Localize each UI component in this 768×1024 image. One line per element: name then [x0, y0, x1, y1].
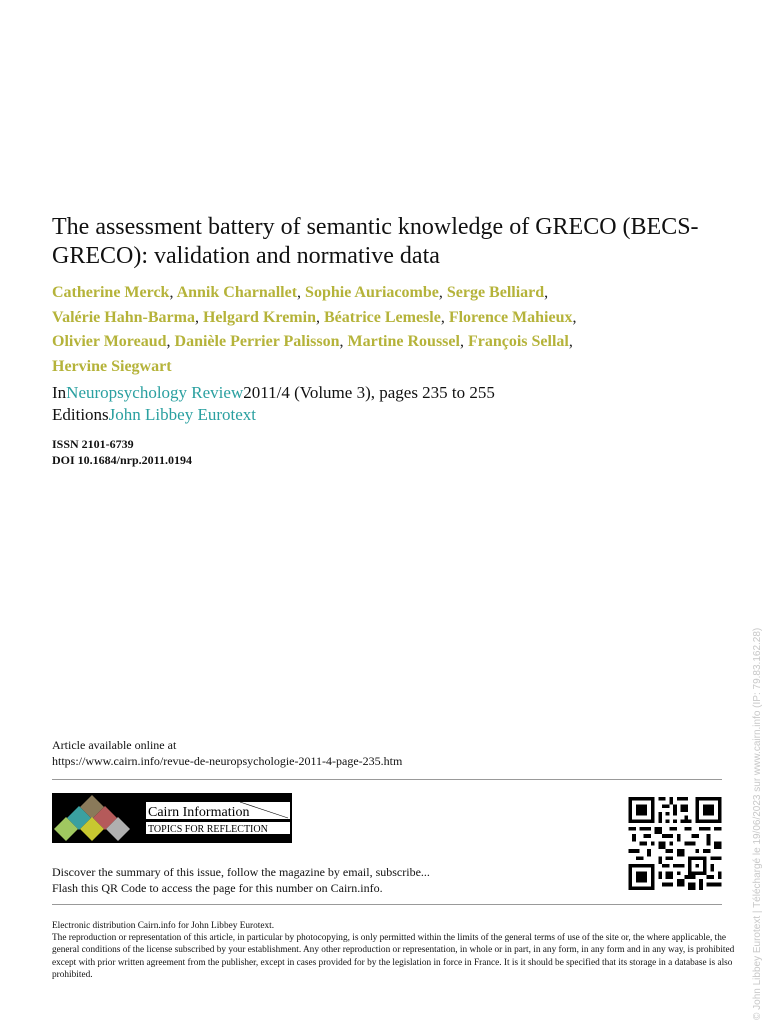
- author-link[interactable]: Serge Belliard: [446, 284, 545, 301]
- download-watermark: © John Libbey Eurotext | Téléchargé le 19/06/2023 sur www.cairn.info (IP: 79.83.162.28): [752, 627, 763, 1020]
- qr-finder-tl: [629, 797, 655, 823]
- author-separator: ,: [315, 308, 320, 326]
- divider-top: [52, 779, 722, 780]
- identifiers: [52, 437, 192, 468]
- source-info: [52, 382, 732, 426]
- editions-label: Editions: [52, 405, 109, 424]
- distribution-notice: Electronic distribution Cairn.info for John Libbey Eurotext.: [52, 921, 275, 931]
- author-separator: ,: [459, 333, 464, 350]
- author-separator: ,: [544, 284, 549, 301]
- qr-finder-tr: [695, 797, 721, 823]
- divider-bottom: [52, 904, 722, 905]
- article-title: The assessment battery of semantic knowledge of GRECO (BECS-GRECO): validation and normative data: [52, 214, 699, 269]
- author-separator: ,: [339, 333, 344, 350]
- author-separator: ,: [568, 333, 573, 350]
- doi: DOI 10.1684/nrp.2011.0194: [52, 452, 193, 467]
- author-link[interactable]: Béatrice Lemesle: [323, 308, 441, 326]
- author-link[interactable]: Catherine Merck: [52, 284, 170, 301]
- in-label: In: [52, 383, 67, 402]
- discover-line: Discover the summary of this issue, follow the magazine by email, subscribe...: [52, 865, 430, 879]
- qr-code[interactable]: [627, 797, 723, 890]
- publisher-line: [52, 404, 732, 426]
- author-link[interactable]: François Sellal: [467, 333, 569, 350]
- author-link[interactable]: Sophie Auriacombe: [305, 284, 439, 301]
- author-link[interactable]: Hervine Siegwart: [52, 357, 172, 375]
- issue-details: 2011/4 (Volume 3), pages 235 to 255: [243, 383, 495, 402]
- qr-finder-bl: [629, 864, 655, 890]
- author-link[interactable]: Annik Charnallet: [176, 284, 298, 301]
- publisher-link[interactable]: John Libbey Eurotext: [108, 405, 256, 424]
- author-link[interactable]: Helgard Kremin: [202, 308, 316, 326]
- author-separator: ,: [438, 284, 443, 301]
- legal-notice: [52, 920, 752, 981]
- logo-header-text: Cairn Information: [148, 805, 250, 820]
- author-list: [52, 281, 692, 379]
- journal-line: [52, 382, 732, 404]
- online-availability: [52, 738, 402, 769]
- online-label: Article available online at: [52, 738, 177, 752]
- cairn-logo[interactable]: [52, 793, 292, 843]
- author-separator: ,: [194, 308, 199, 326]
- journal-link[interactable]: Neuropsychology Review: [66, 383, 244, 402]
- author-link[interactable]: Martine Roussel: [347, 333, 460, 350]
- author-separator: ,: [440, 308, 445, 326]
- issn: ISSN 2101-6739: [52, 437, 134, 451]
- discover-block: [52, 864, 430, 896]
- logo-tagline: TOPICS FOR REFLECTION: [148, 824, 268, 835]
- qr-instructions: Flash this QR Code to access the page for this number on Cairn.info.: [52, 881, 383, 895]
- author-separator: ,: [572, 308, 577, 326]
- author-link[interactable]: Danièle Perrier Palisson: [174, 333, 340, 350]
- author-separator: ,: [297, 284, 302, 301]
- author-separator: ,: [169, 284, 174, 301]
- author-link[interactable]: Valérie Hahn-Barma: [52, 308, 195, 326]
- author-link[interactable]: Florence Mahieux: [448, 308, 573, 326]
- copyright-notice: The reproduction or representation of this article, in particular by photocopying, is only permitted within the limits of the general terms of use of the site or, the where applicable, the general conditions of the license subscribed by your establishment. Any other reproduction or representation, in whole or in part, in any form, in any form and in any way, is prohibited except with prior written agreement from the publisher, except in cases provided for by the legislation in force in France. It is it should be specified that its storage in a database is also prohibited.: [52, 933, 735, 980]
- author-separator: ,: [166, 333, 171, 350]
- article-url[interactable]: https://www.cairn.info/revue-de-neuropsychologie-2011-4-page-235.htm: [52, 753, 403, 768]
- qr-alignment: [688, 857, 707, 876]
- author-link[interactable]: Olivier Moreaud: [52, 333, 167, 350]
